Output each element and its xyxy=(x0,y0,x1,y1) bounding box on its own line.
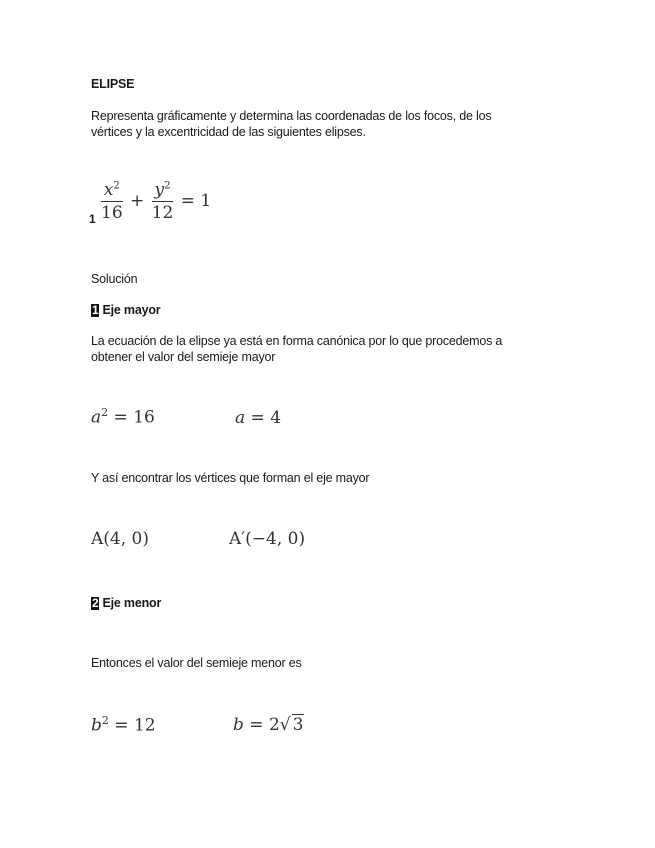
step-1-text-line-1: La ecuación de la elipse ya está en forma canónica por lo que procedemos a xyxy=(91,334,503,348)
ellipse-equation xyxy=(99,180,211,223)
vertex-a-prime: A′(−4, 0) xyxy=(229,529,306,549)
equals-one: = 1 xyxy=(180,191,212,211)
intro-line-1: Representa gráficamente y determina las coordenadas de los focos, de los xyxy=(91,109,492,123)
sqrt-radicand: 3 xyxy=(292,715,304,735)
solution-label: Solución xyxy=(91,272,138,286)
equation-a-squared xyxy=(91,406,155,428)
step-1-title: Eje mayor xyxy=(102,303,161,317)
var-b-2: b xyxy=(233,715,244,735)
var-b: b xyxy=(91,715,102,736)
exponent-y: 2 xyxy=(164,180,171,192)
exercise-number: 1 xyxy=(89,212,96,226)
var-a-2: a xyxy=(235,408,246,428)
denominator-16: 16 xyxy=(101,203,123,223)
rest-b-value: = 2 xyxy=(243,715,280,735)
rest-a-value: = 4 xyxy=(245,408,282,428)
step-1-heading xyxy=(91,302,160,318)
var-a: a xyxy=(91,407,102,428)
vertices-text: Y así encontrar los vértices que forman el eje mayor xyxy=(91,471,370,485)
fraction-x xyxy=(101,180,123,223)
equation-b-squared xyxy=(91,714,156,736)
step-1-badge: 1 xyxy=(92,303,99,317)
vertex-a: A(4, 0) xyxy=(91,529,149,549)
equation-b-value xyxy=(233,714,304,735)
page-title: ELIPSE xyxy=(91,77,135,91)
exp-b: 2 xyxy=(101,714,109,727)
fraction-y xyxy=(152,180,174,223)
step-2-badge: 2 xyxy=(92,596,99,610)
step-1-text-line-2: obtener el valor del semieje mayor xyxy=(91,350,276,364)
denominator-12: 12 xyxy=(151,203,174,223)
step-2-heading xyxy=(91,595,161,611)
numerator-y: y xyxy=(154,180,165,200)
numerator-x: x xyxy=(103,180,114,200)
equation-a-value xyxy=(235,408,281,428)
step-2-text: Entonces el valor del semieje menor es xyxy=(91,656,302,670)
rest-b-squared: = 12 xyxy=(108,715,156,736)
exp-a: 2 xyxy=(101,406,109,419)
sqrt-icon: √ xyxy=(279,715,291,735)
rest-a-squared: = 16 xyxy=(108,407,155,428)
step-2-title: Eje menor xyxy=(102,596,162,610)
plus-sign: + xyxy=(130,191,145,211)
exponent-x: 2 xyxy=(113,180,120,192)
intro-line-2: vértices y la excentricidad de las siguientes elipses. xyxy=(91,125,366,139)
